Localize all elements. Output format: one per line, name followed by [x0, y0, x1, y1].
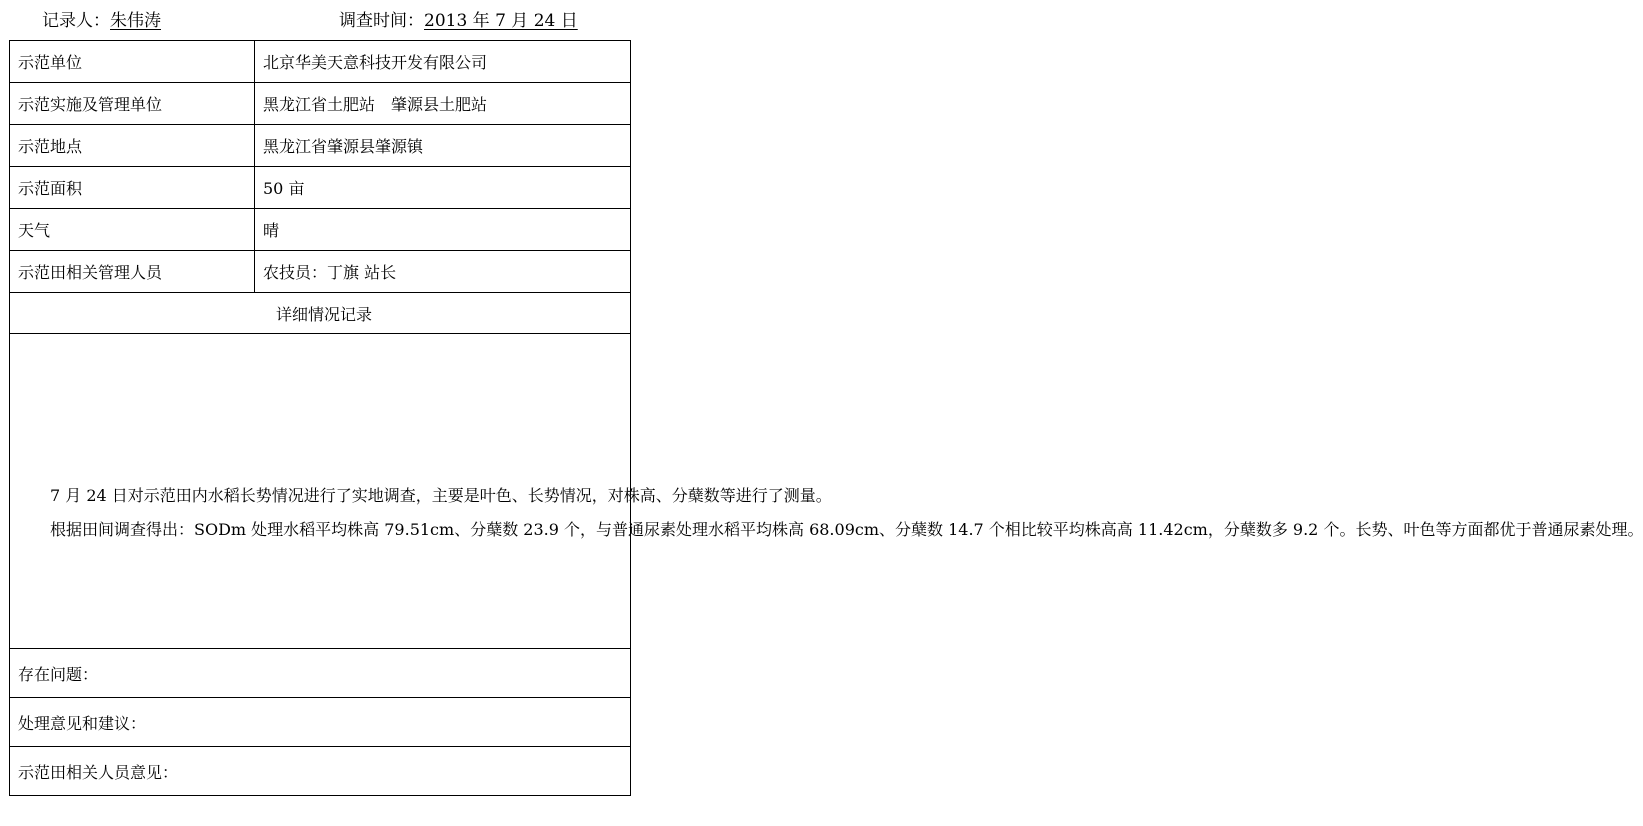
cell-value: 晴	[255, 209, 631, 251]
staff-opinions-label: 示范田相关人员意见：	[10, 747, 631, 796]
detail-body-cell	[10, 334, 1643, 649]
cell-value: 北京华美天意科技开发有限公司	[255, 41, 631, 83]
cell-label: 示范田相关管理人员	[10, 251, 255, 293]
survey-time-field	[339, 8, 578, 34]
detail-body-text	[18, 479, 1643, 547]
row-handling-suggestions	[10, 698, 631, 747]
row-weather	[10, 209, 631, 251]
row-existing-problems	[10, 649, 631, 698]
handling-suggestions-label: 处理意见和建议：	[10, 698, 631, 747]
row-demo-unit	[10, 41, 631, 83]
survey-time-value: 2013 年 7 月 24 日	[424, 11, 578, 31]
detail-paragraph: 7 月 24 日对示范田内水稻长势情况进行了实地调查，主要是叶色、长势情况，对株高、分蘖数等进行了测量。	[50, 486, 832, 505]
cell-label: 示范单位	[10, 41, 255, 83]
existing-problems-label: 存在问题：	[10, 649, 631, 698]
cell-label: 天气	[10, 209, 255, 251]
demonstration-record-table	[9, 40, 1643, 796]
cell-label: 示范实施及管理单位	[10, 83, 255, 125]
cell-label: 示范面积	[10, 167, 255, 209]
cell-value: 黑龙江省肇源县肇源镇	[255, 125, 631, 167]
cell-value: 50 亩	[255, 167, 631, 209]
recorder-name: 朱伟涛	[110, 11, 161, 31]
detail-paragraph: 根据田间调查得出：SODm 处理水稻平均株高 79.51cm、分蘖数 23.9 个，与普通尿素处理水稻平均株高 68.09cm、分蘖数 14.7 个相比较平均株高高 11.42cm，分蘖数多 9.2 个。长势、叶色等方面都优于普通尿素处理。	[50, 520, 1643, 539]
cell-label: 示范地点	[10, 125, 255, 167]
survey-time-label: 调查时间：	[339, 11, 424, 31]
recorder-field	[42, 8, 161, 34]
recorder-label: 记录人：	[42, 11, 110, 31]
row-demo-location	[10, 125, 631, 167]
cell-value: 农技员：丁旗 站长	[255, 251, 631, 293]
row-staff-opinions	[10, 747, 631, 796]
detail-title: 详细情况记录	[10, 293, 631, 334]
record-header	[0, 8, 637, 34]
row-detail-body	[10, 334, 631, 649]
row-detail-title	[10, 293, 631, 334]
row-management-staff	[10, 251, 631, 293]
row-implementing-unit	[10, 83, 631, 125]
row-demo-area	[10, 167, 631, 209]
cell-value: 黑龙江省土肥站 肇源县土肥站	[255, 83, 631, 125]
